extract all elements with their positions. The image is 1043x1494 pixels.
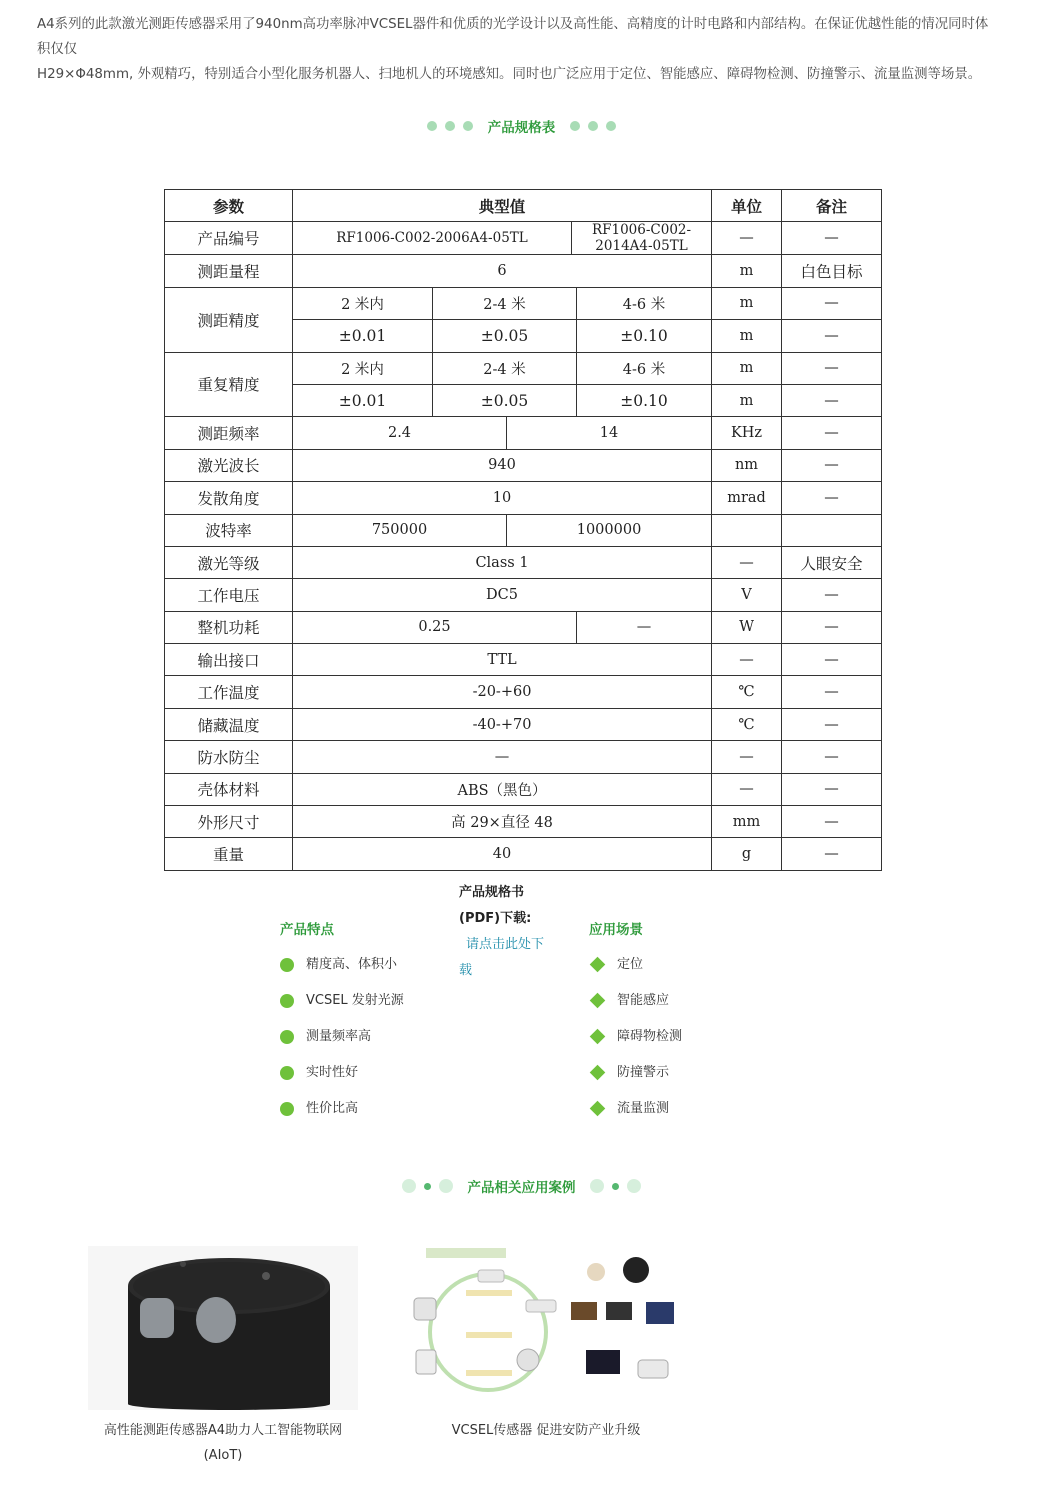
table-row <box>165 514 882 546</box>
row-unit: m <box>712 352 782 384</box>
table-header-row <box>165 190 882 222</box>
feature-text: 测量频率高 <box>306 1029 372 1044</box>
bullet-diamond-icon <box>590 1065 606 1081</box>
row-note: — <box>782 579 882 611</box>
row-unit: m <box>712 287 782 319</box>
row-value: 940 <box>293 449 712 481</box>
intro-line-1: A4系列的此款激光测距传感器采用了940nm高功率脉冲VCSEL器件和优质的光学设计以及高性能、高精度的计时电路和内部结构。在保证优越性能的情况同时体积仅仅 <box>37 17 989 57</box>
decor-dot-icon <box>627 1179 641 1193</box>
decor-dot-icon <box>445 121 455 131</box>
header-typical: 典型值 <box>293 190 712 222</box>
row-label: 工作温度 <box>165 676 293 708</box>
row-label: 测距精度 <box>165 287 293 352</box>
row-unit: mm <box>712 806 782 838</box>
features-title: 产品特点 <box>280 922 334 938</box>
decor-dot-icon <box>590 1179 604 1193</box>
row-value: — <box>293 741 712 773</box>
intro-paragraph <box>37 12 997 87</box>
row-value: 6 <box>293 255 712 287</box>
range-cell: 2 米内 <box>293 352 433 384</box>
table-row <box>165 449 882 481</box>
sensor-image-icon <box>88 1246 358 1410</box>
row-unit: — <box>712 644 782 676</box>
row-value: TTL <box>293 644 712 676</box>
scene-text: 定位 <box>617 957 644 972</box>
list-item <box>589 1028 682 1064</box>
table-row <box>165 482 882 514</box>
scene-text: 智能感应 <box>617 993 670 1008</box>
list-item <box>589 992 682 1028</box>
row-note: — <box>782 449 882 481</box>
row-label: 储藏温度 <box>165 708 293 740</box>
table-row <box>165 806 882 838</box>
table-row <box>165 676 882 708</box>
list-item <box>280 1064 404 1100</box>
case-caption-line[interactable]: (AIoT) <box>203 1448 243 1463</box>
bullet-diamond-icon <box>590 1101 606 1117</box>
decor-dot-icon <box>427 121 437 131</box>
row-unit: mrad <box>712 482 782 514</box>
row-label: 波特率 <box>165 514 293 546</box>
feature-text: VCSEL 发射光源 <box>306 993 404 1008</box>
value-cell: 1000000 <box>507 514 712 546</box>
feature-text: 性价比高 <box>306 1101 359 1116</box>
decor-dot-icon <box>439 1179 453 1193</box>
row-value: -40-+70 <box>293 708 712 740</box>
table-row <box>165 708 882 740</box>
spec-table <box>164 189 882 871</box>
scene-text: 障碍物检测 <box>617 1029 683 1044</box>
value-cell: ±0.10 <box>577 384 712 416</box>
table-row <box>165 579 882 611</box>
range-cell: 2 米内 <box>293 287 433 319</box>
row-label: 壳体材料 <box>165 773 293 805</box>
decor-dot-icon <box>570 121 580 131</box>
row-label: 测距量程 <box>165 255 293 287</box>
intro-line-2: H29×Φ48mm, 外观精巧，特别适合小型化服务机器人、扫地机人的环境感知。同时也广泛应用于定位、智能感应、障碍物检测、防撞警示、流量监测等场景。 <box>37 67 982 82</box>
decor-dot-icon <box>606 121 616 131</box>
spec-section-title <box>0 116 1043 136</box>
row-note: — <box>782 611 882 643</box>
row-note: 白色目标 <box>782 255 882 287</box>
row-unit: ℃ <box>712 708 782 740</box>
scene-text: 流量监测 <box>617 1101 670 1116</box>
decor-dot-icon <box>402 1179 416 1193</box>
row-unit: — <box>712 773 782 805</box>
row-label: 外形尺寸 <box>165 806 293 838</box>
range-cell: 4-6 米 <box>577 287 712 319</box>
bullet-circle-icon <box>280 958 294 972</box>
row-unit: m <box>712 320 782 352</box>
value-cell: ±0.05 <box>433 384 577 416</box>
row-label: 防水防尘 <box>165 741 293 773</box>
value-cell: — <box>577 611 712 643</box>
table-row <box>165 255 882 287</box>
row-note: — <box>782 806 882 838</box>
download-label: (PDF)下载: <box>459 911 532 926</box>
table-row <box>165 838 882 870</box>
row-unit <box>712 514 782 546</box>
case-caption-line[interactable]: VCSEL传感器 促进安防产业升级 <box>451 1423 641 1438</box>
features-list <box>280 918 404 1136</box>
row-label: 测距频率 <box>165 417 293 449</box>
row-note: — <box>782 320 882 352</box>
row-label: 激光等级 <box>165 546 293 578</box>
case-image-security[interactable] <box>406 1240 686 1410</box>
case-image-sensor[interactable] <box>88 1246 358 1410</box>
table-row <box>165 546 882 578</box>
bullet-diamond-icon <box>590 957 606 973</box>
cases-section-title <box>0 1176 1043 1196</box>
bullet-circle-icon <box>280 1030 294 1044</box>
decor-dot-icon <box>588 121 598 131</box>
row-value: -20-+60 <box>293 676 712 708</box>
row-note: — <box>782 741 882 773</box>
range-cell: 2-4 米 <box>433 352 577 384</box>
row-label: 重复精度 <box>165 352 293 417</box>
row-note: 人眼安全 <box>782 546 882 578</box>
list-item <box>280 992 404 1028</box>
row-value: ABS（黑色） <box>293 773 712 805</box>
bullet-diamond-icon <box>590 993 606 1009</box>
list-item <box>280 956 404 992</box>
row-unit: — <box>712 222 782 255</box>
list-item <box>589 1064 682 1100</box>
row-unit: m <box>712 255 782 287</box>
row-note: — <box>782 417 882 449</box>
bullet-circle-icon <box>280 994 294 1008</box>
row-label: 整机功耗 <box>165 611 293 643</box>
row-label: 产品编号 <box>165 222 293 255</box>
scenes-list <box>589 918 682 1136</box>
table-row <box>165 417 882 449</box>
table-row <box>165 222 882 255</box>
row-note: — <box>782 384 882 416</box>
range-cell: 4-6 米 <box>577 352 712 384</box>
row-note: — <box>782 482 882 514</box>
row-note: — <box>782 644 882 676</box>
row-unit: W <box>712 611 782 643</box>
row-unit: V <box>712 579 782 611</box>
row-unit: nm <box>712 449 782 481</box>
list-item <box>280 1100 404 1136</box>
case-caption-line[interactable]: 高性能测距传感器A4助力人工智能物联网 <box>103 1423 343 1438</box>
row-unit: — <box>712 741 782 773</box>
case-caption[interactable] <box>88 1418 358 1468</box>
row-note: — <box>782 708 882 740</box>
table-row <box>165 644 882 676</box>
row-note: — <box>782 222 882 255</box>
list-item <box>280 1028 404 1064</box>
table-row <box>165 287 882 319</box>
row-unit: — <box>712 546 782 578</box>
spec-download <box>459 880 559 984</box>
row-note: — <box>782 838 882 870</box>
decor-dot-icon <box>424 1183 431 1190</box>
table-row <box>165 352 882 384</box>
row-unit: ℃ <box>712 676 782 708</box>
value-cell: ±0.01 <box>293 320 433 352</box>
row-label: 输出接口 <box>165 644 293 676</box>
list-item <box>589 956 682 992</box>
case-caption[interactable] <box>406 1418 686 1443</box>
bullet-circle-icon <box>280 1066 294 1080</box>
row-value: DC5 <box>293 579 712 611</box>
download-label: 产品规格书 <box>459 885 525 900</box>
row-label: 激光波长 <box>165 449 293 481</box>
decor-dot-icon <box>463 121 473 131</box>
list-item <box>589 1100 682 1136</box>
row-value: 高 29×直径 48 <box>293 806 712 838</box>
feature-text: 实时性好 <box>306 1065 359 1080</box>
value-cell: 0.25 <box>293 611 577 643</box>
download-link[interactable]: 载 <box>459 963 473 978</box>
header-param: 参数 <box>165 190 293 222</box>
row-unit: m <box>712 384 782 416</box>
row-note: — <box>782 773 882 805</box>
row-value: Class 1 <box>293 546 712 578</box>
download-link[interactable]: 请点击此处下 <box>466 937 545 952</box>
value-cell: ±0.10 <box>577 320 712 352</box>
range-cell: 2-4 米 <box>433 287 577 319</box>
row-value: 10 <box>293 482 712 514</box>
value-cell: ±0.01 <box>293 384 433 416</box>
table-row <box>165 741 882 773</box>
row-unit: g <box>712 838 782 870</box>
row-unit: KHz <box>712 417 782 449</box>
row-note: — <box>782 352 882 384</box>
header-note: 备注 <box>782 190 882 222</box>
row-label: 发散角度 <box>165 482 293 514</box>
cases-title-text: 产品相关应用案例 <box>467 1180 576 1196</box>
scene-text: 防撞警示 <box>617 1065 670 1080</box>
row-note: — <box>782 287 882 319</box>
feature-text: 精度高、体积小 <box>306 957 398 972</box>
header-unit: 单位 <box>712 190 782 222</box>
row-note <box>782 514 882 546</box>
table-row <box>165 611 882 643</box>
spec-title-text: 产品规格表 <box>487 120 556 136</box>
decor-dot-icon <box>612 1183 619 1190</box>
row-label: 重量 <box>165 838 293 870</box>
table-row <box>165 773 882 805</box>
scenes-title: 应用场景 <box>589 922 643 938</box>
security-applications-image-icon <box>406 1240 686 1410</box>
bullet-circle-icon <box>280 1102 294 1116</box>
model-number: RF1006-C002-2014A4-05TL <box>572 222 712 255</box>
value-cell: 2.4 <box>293 417 507 449</box>
value-cell: 750000 <box>293 514 507 546</box>
value-cell: 14 <box>507 417 712 449</box>
row-label: 工作电压 <box>165 579 293 611</box>
bullet-diamond-icon <box>590 1029 606 1045</box>
value-cell: ±0.05 <box>433 320 577 352</box>
row-value: 40 <box>293 838 712 870</box>
model-number: RF1006-C002-2006A4-05TL <box>293 222 572 255</box>
row-note: — <box>782 676 882 708</box>
